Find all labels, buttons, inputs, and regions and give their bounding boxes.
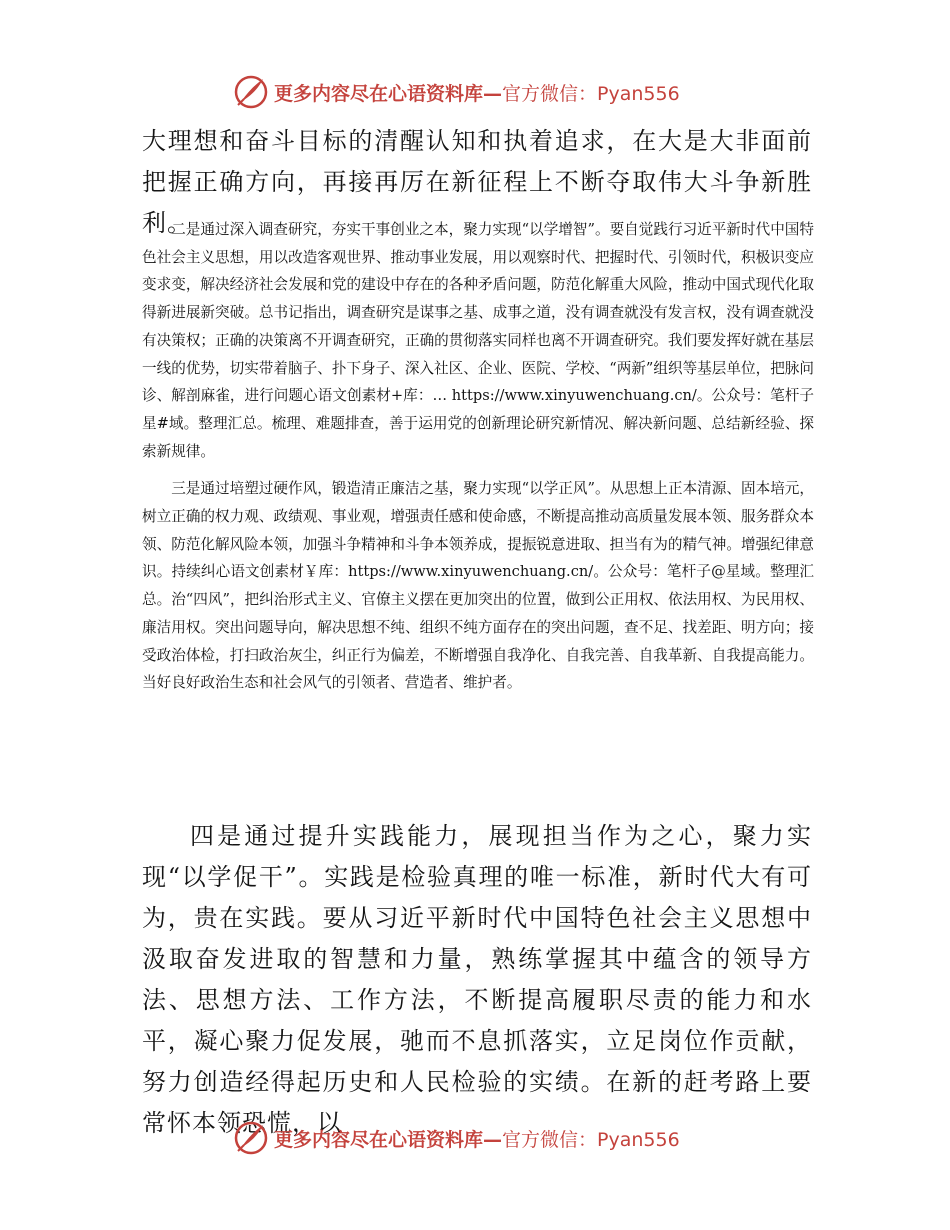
body-bottom-section <box>142 816 812 1144</box>
watermark-banner-top <box>232 72 752 112</box>
watermark-banner-bottom <box>232 1118 752 1158</box>
quill-logo-icon <box>232 73 270 111</box>
paragraph-4: 四是通过提升实践能力，展现担当作为之心，聚力实现“以学促干”。实践是检验真理的唯一标准，新时代大有可为，贵在实践。要从习近平新时代中国特色社会主义思想中汲取奋发进取的智慧和力量，熟练掌握其中蕴含的领导方法、思想方法、工作方法，不断提高履职尽责的能力和水平，凝心聚力促发展，驰而不息抓落实，立足岗位作贡献，努力创造经得起历史和人民检验的实绩。在新的赶考路上要常怀本领恐慌，以 <box>142 822 812 1137</box>
paragraph-continuation: 大理想和奋斗目标的清醒认知和执着追求，在大是大非面前把握正确方向，再接再厉在新征程上不断夺取伟大斗争新胜利。 <box>142 127 812 237</box>
banner-text: 更多内容尽在心语资料库—官方微信：Pyan556 <box>274 1128 680 1151</box>
quill-logo-icon <box>232 1119 270 1157</box>
paragraph-2: 二是通过深入调查研究，夯实干事创业之本，聚力实现“以学增智”。要自觉践行习近平新时代中国特色社会主义思想，用以改造客观世界、推动事业发展，用以观察时代、把握时代、引领时代，积极识变应变求变，解决经济社会发展和党的建设中存在的各种矛盾问题，防范化解重大风险，推动中国式现代化取得新进展新突破。总书记指出，调查研究是谋事之基、成事之道，没有调查就没有发言权，没有调查就没有决策权；正确的决策离不开调查研究，正确的贯彻落实同样也离不开调查研究。我们要发挥好就在基层一线的优势，切实带着脑子、扑下身子、深入社区、企业、医院、学校、“两新”组织等基层单位，把脉问诊、解剖麻雀，进行问题心语文创素材+库：… https://www.xinyuwenchuang.cn/。公众号：笔杆子星#域。整理汇总。梳理、难题排查，善于运用党的创新理论研究新情况、解决新问题、总结新经验、探索新规律。 <box>142 221 814 460</box>
body-small-section <box>142 216 814 697</box>
banner-text: 更多内容尽在心语资料库—官方微信：Pyan556 <box>274 82 680 105</box>
paragraph-3: 三是通过培塑过硬作风，锻造清正廉洁之基，聚力实现“以学正风”。从思想上正本清源、固本培元，树立正确的权力观、政绩观、事业观，增强责任感和使命感，不断提高推动高质量发展本领、服务群众本领、防范化解风险本领，加强斗争精神和斗争本领养成，提振锐意进取、担当有为的精气神。增强纪律意识。持续纠心语文创素材￥库：https://www.xinyuwenchuang.cn/。公众号：笔杆子@星域。整理汇总。治“四风”，把纠治形式主义、官僚主义摆在更加突出的位置，做到公正用权、依法用权、为民用权、廉洁用权。突出问题导向，解决思想不纯、组织不纯方面存在的突出问题，查不足、找差距、明方向；接受政治体检，打扫政治灰尘，纠正行为偏差，不断增强自我净化、自我完善、自我革新、自我提高能力。当好良好政治生态和社会风气的引领者、营造者、维护者。 <box>142 480 814 692</box>
